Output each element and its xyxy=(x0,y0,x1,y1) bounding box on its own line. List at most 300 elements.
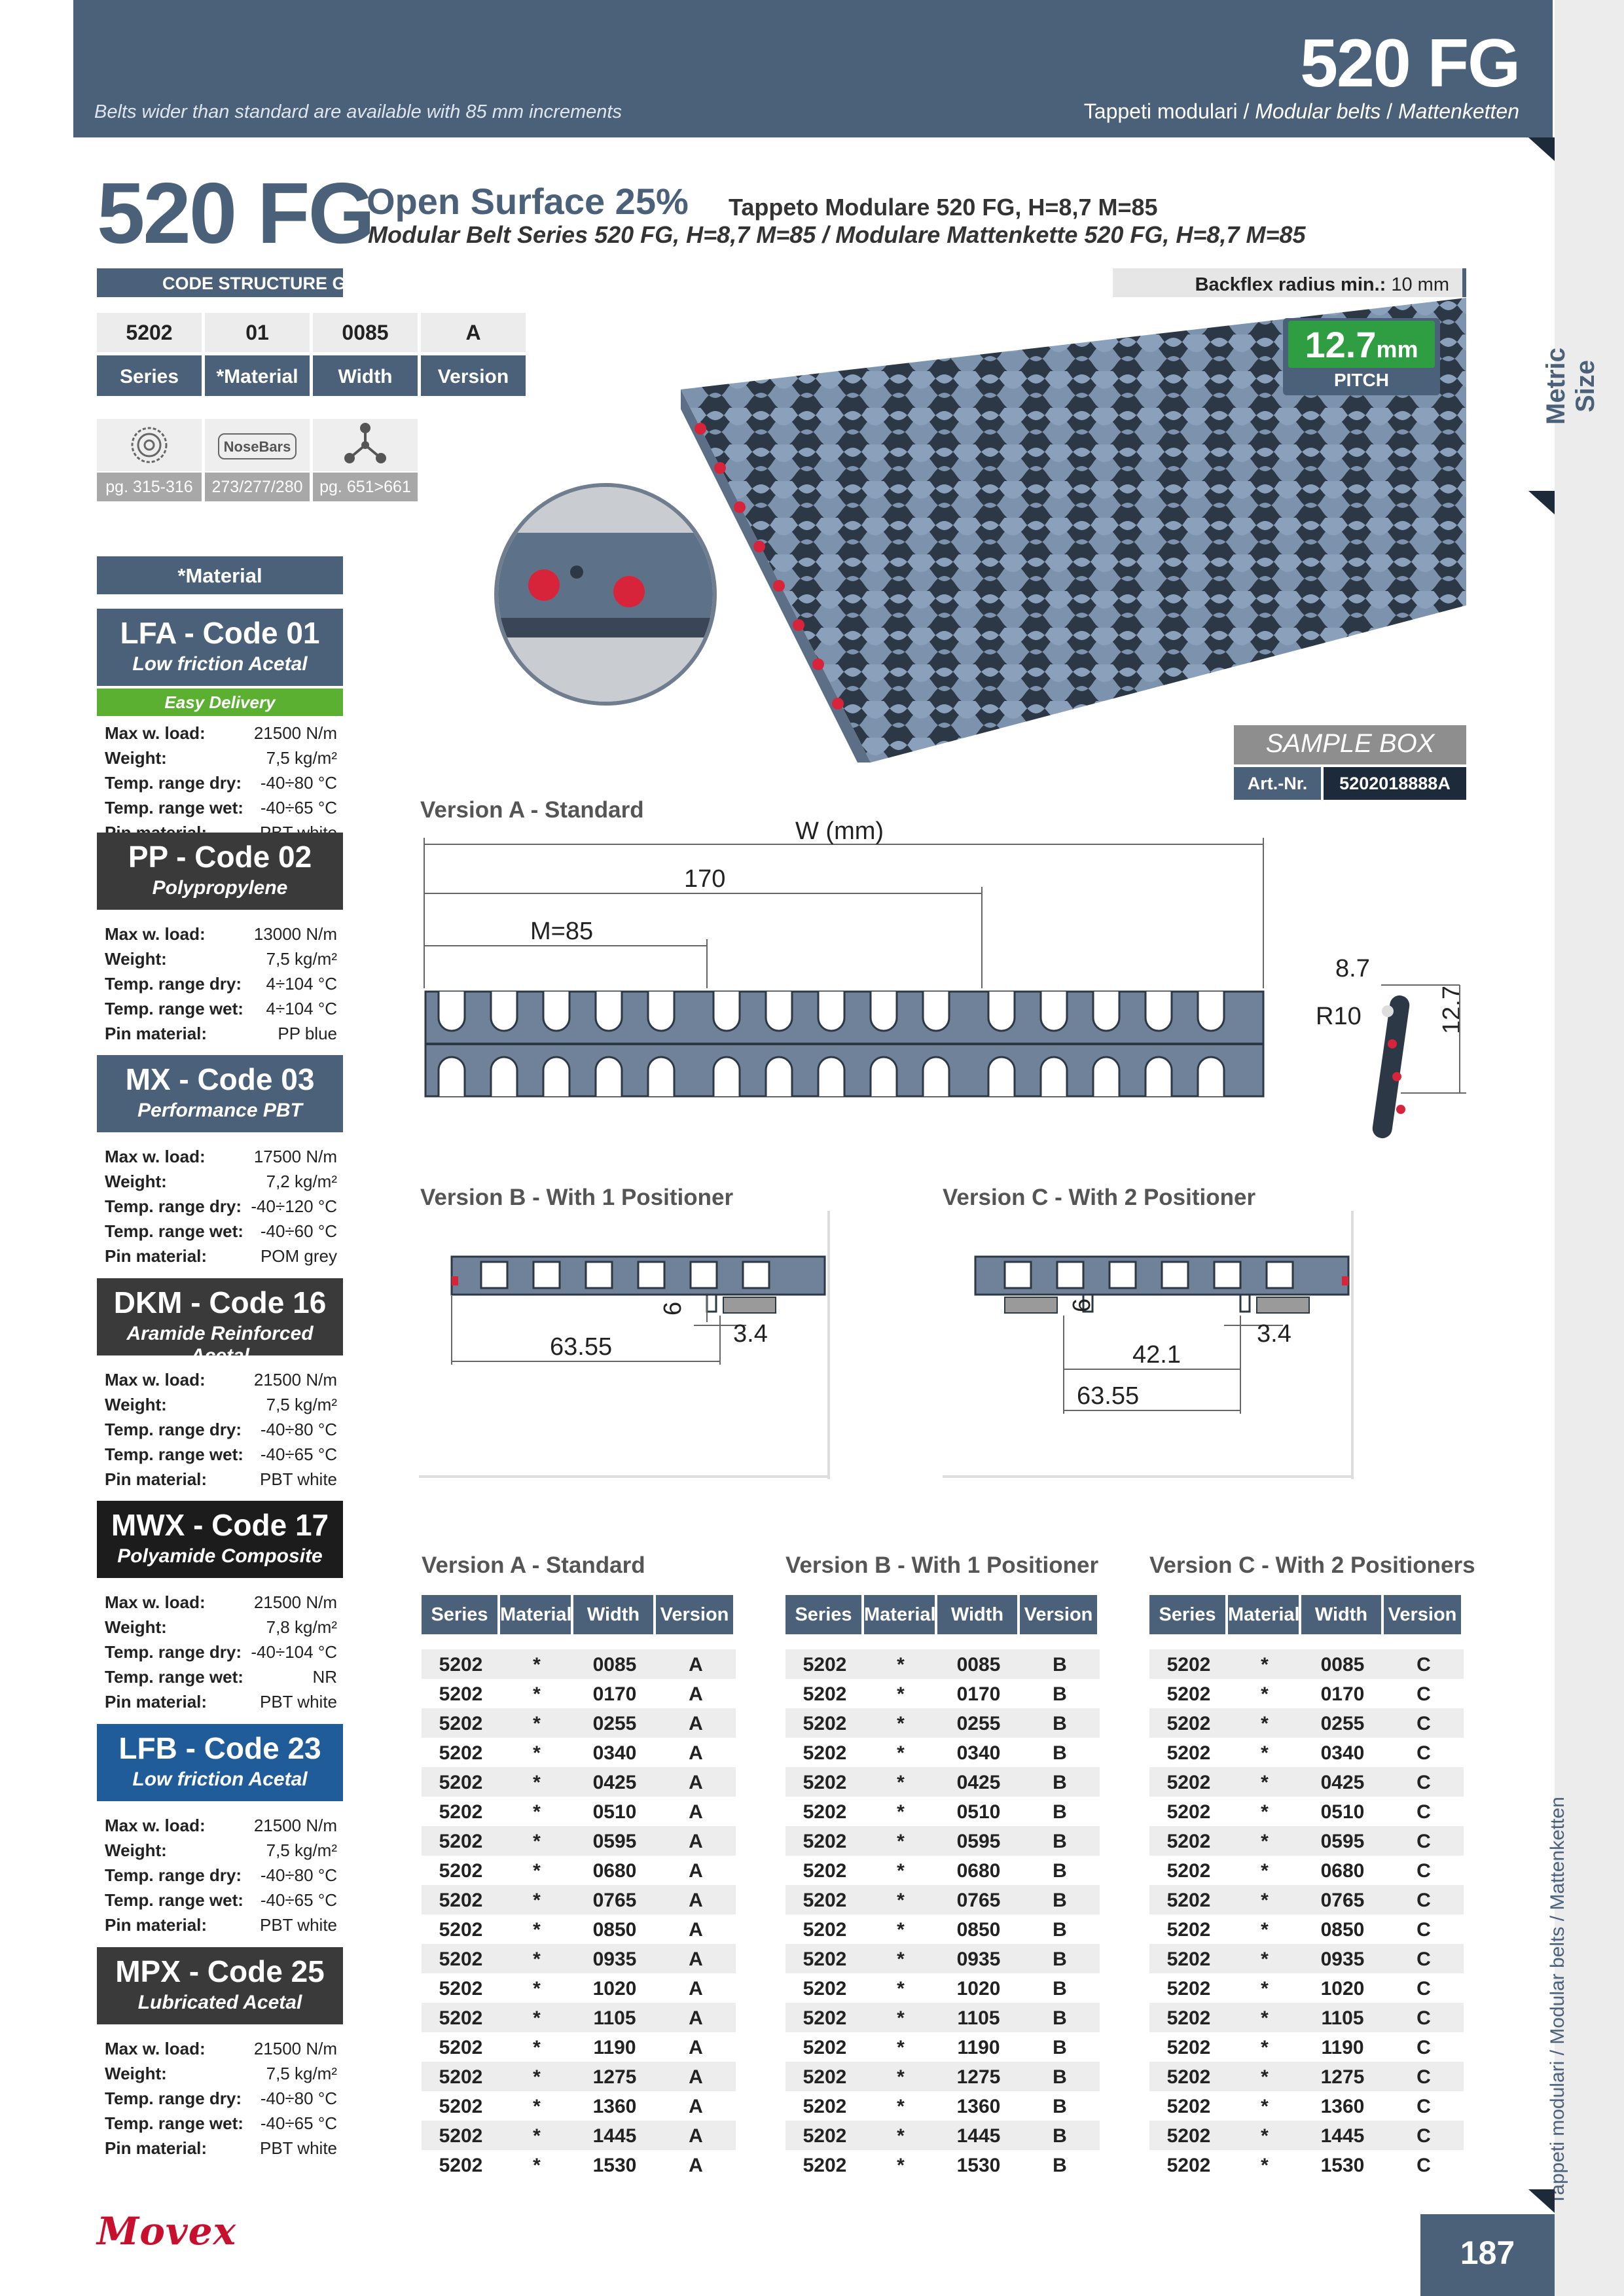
cell-width: 0680 xyxy=(1320,1860,1365,1882)
spec-value: 7,5 kg/m² xyxy=(266,949,337,969)
cell-version: A xyxy=(689,1772,703,1793)
table-row xyxy=(1149,1797,1464,1826)
transfer-icon xyxy=(313,419,418,471)
cell-version: C xyxy=(1416,1948,1431,1970)
cell-material: * xyxy=(897,1683,905,1705)
material-specs xyxy=(105,1592,337,1717)
cell-series: 5202 xyxy=(1166,1890,1211,1911)
metric-corner xyxy=(1528,491,1555,514)
cell-material: * xyxy=(533,1654,541,1676)
cell-version: B xyxy=(1053,2155,1067,2176)
cell-width: 0085 xyxy=(592,1654,637,1676)
cell-version: B xyxy=(1053,1890,1067,1911)
cell-width: 1275 xyxy=(592,2066,637,2088)
spec-key: Max w. load: xyxy=(105,924,206,944)
material-specs xyxy=(105,2039,337,2163)
spec-key: Temp. range wet: xyxy=(105,2113,244,2133)
cell-width: 0340 xyxy=(592,1742,637,1764)
spec-value: PP blue xyxy=(278,1024,337,1043)
table-row xyxy=(422,2032,736,2062)
cell-material: * xyxy=(533,1772,541,1793)
cell-series: 5202 xyxy=(439,2037,483,2058)
cell-series: 5202 xyxy=(439,1831,483,1852)
header-subtitle: Belts wider than standard are available with 85 mm increments xyxy=(94,101,622,122)
cell-width: 1105 xyxy=(1321,2007,1364,2029)
product-title: 520 FG xyxy=(97,165,374,261)
cell-material: * xyxy=(533,1919,541,1941)
material-specs xyxy=(105,1370,337,1494)
cell-version: A xyxy=(689,1742,703,1764)
c-dim-63-55: 63.55 xyxy=(1077,1382,1140,1410)
cell-material: * xyxy=(1261,1772,1269,1793)
table-header-version: Version xyxy=(1384,1595,1461,1634)
article-label: Art.-Nr. xyxy=(1234,767,1321,800)
spec-key: Temp. range dry: xyxy=(105,1642,242,1662)
cell-version: B xyxy=(1053,1919,1067,1941)
cell-series: 5202 xyxy=(1166,1742,1211,1764)
cell-material: * xyxy=(897,2125,905,2147)
dim-r10: R10 xyxy=(1316,1003,1362,1030)
spec-row xyxy=(105,1444,337,1469)
cell-series: 5202 xyxy=(1166,2007,1211,2029)
cell-material: * xyxy=(533,1801,541,1823)
cell-material: * xyxy=(1261,1713,1269,1734)
material-name: LFA - Code 01 xyxy=(120,616,320,650)
table-body xyxy=(422,1649,736,2179)
material-subtitle: Polyamide Composite xyxy=(117,1545,323,1567)
header-tagline: Tappeti modulari / Modular belts / Mattenketten xyxy=(1083,99,1519,123)
cell-width: 0170 xyxy=(1320,1683,1365,1705)
spec-value: PBT white xyxy=(259,1692,337,1712)
spec-value: 7,8 kg/m² xyxy=(266,1617,337,1637)
cell-series: 5202 xyxy=(803,1772,847,1793)
cell-material: * xyxy=(533,1890,541,1911)
table-title-a: Version A - Standard xyxy=(422,1552,645,1578)
spec-row xyxy=(105,2138,337,2163)
table-header-width: Width xyxy=(1301,1595,1381,1634)
cell-width: 0425 xyxy=(1320,1772,1365,1793)
table-row xyxy=(422,1649,736,1679)
b-dim-63-55: 63.55 xyxy=(550,1333,613,1361)
cell-version: B xyxy=(1053,1801,1067,1823)
code-series: 5202 xyxy=(97,313,202,352)
cell-material: * xyxy=(533,1860,541,1882)
table-body xyxy=(785,1649,1100,2179)
table-row xyxy=(1149,2062,1464,2091)
spec-row xyxy=(105,2089,337,2113)
material-specs xyxy=(105,924,337,1049)
cell-version: A xyxy=(689,1948,703,1970)
sample-box: SAMPLE BOX xyxy=(1234,725,1466,764)
cell-width: 0510 xyxy=(1320,1801,1365,1823)
table-row xyxy=(422,1914,736,1944)
table-row xyxy=(785,2091,1100,2121)
code-structure-guide: CODE STRUCTURE GUIDE (Example) xyxy=(97,268,343,297)
cell-version: C xyxy=(1416,1831,1431,1852)
cell-version: B xyxy=(1053,1978,1067,2000)
version-c-heading: Version C - With 2 Positioner xyxy=(943,1185,1256,1210)
materials-header: *Material xyxy=(97,556,343,594)
spec-value: -40÷65 °C xyxy=(260,1890,337,1910)
cell-width: 0680 xyxy=(956,1860,1001,1882)
spec-row xyxy=(105,1865,337,1890)
cell-series: 5202 xyxy=(803,1919,847,1941)
spec-key: Temp. range wet: xyxy=(105,1667,244,1687)
cell-width: 1275 xyxy=(1320,2066,1365,2088)
cell-material: * xyxy=(1261,1948,1269,1970)
table-row xyxy=(785,1826,1100,1856)
cell-width: 1360 xyxy=(1320,2096,1365,2117)
spec-value: 13000 N/m xyxy=(253,924,337,944)
table-row xyxy=(422,1767,736,1797)
cell-width: 0935 xyxy=(1320,1948,1365,1970)
spec-value: -40÷65 °C xyxy=(260,1444,337,1464)
spec-row xyxy=(105,1395,337,1420)
cell-width: 1360 xyxy=(592,2096,637,2117)
dim-8-7: 8.7 xyxy=(1335,955,1370,982)
spec-key: Max w. load: xyxy=(105,1370,206,1390)
cell-series: 5202 xyxy=(439,2125,483,2147)
table-header-series: Series xyxy=(1149,1595,1225,1634)
spec-value: -40÷65 °C xyxy=(260,798,337,817)
cell-width: 0255 xyxy=(592,1713,637,1734)
cell-version: B xyxy=(1053,2125,1067,2147)
cell-series: 5202 xyxy=(803,2125,847,2147)
spec-row xyxy=(105,1642,337,1667)
cell-width: 0765 xyxy=(1320,1890,1365,1911)
cell-version: C xyxy=(1416,1654,1431,1676)
spec-row xyxy=(105,1370,337,1395)
material-subtitle: Aramide Reinforced Acetal xyxy=(126,1323,314,1367)
material-title-6 xyxy=(97,1724,343,1801)
spec-row xyxy=(105,1221,337,1246)
table-body xyxy=(1149,1649,1464,2179)
table-header-version: Version xyxy=(1020,1595,1097,1634)
spec-key: Pin material: xyxy=(105,1915,208,1935)
spec-value: -40÷80 °C xyxy=(260,2089,337,2108)
spec-value: 4÷104 °C xyxy=(266,999,337,1018)
table-row xyxy=(785,1944,1100,1973)
pin-detail-photo xyxy=(494,483,717,706)
table-header-series: Series xyxy=(422,1595,497,1634)
cell-version: A xyxy=(689,1831,703,1852)
spec-key: Temp. range dry: xyxy=(105,2089,242,2108)
spec-key: Pin material: xyxy=(105,1692,208,1712)
code-label-version: Version xyxy=(421,355,526,396)
material-subtitle: Polypropylene xyxy=(152,877,288,899)
footer-corner xyxy=(1528,2189,1555,2213)
code-material: 01 xyxy=(205,313,310,352)
spec-row xyxy=(105,949,337,974)
spec-row xyxy=(105,1692,337,1717)
cell-series: 5202 xyxy=(1166,2125,1211,2147)
cell-version: A xyxy=(689,2007,703,2029)
spec-value: PBT white xyxy=(259,2138,337,2158)
cell-width: 0510 xyxy=(956,1801,1001,1823)
pitch-value: 12.7mm xyxy=(1288,321,1435,368)
table-row xyxy=(422,1885,736,1914)
cell-material: * xyxy=(533,1742,541,1764)
table-row xyxy=(1149,2150,1464,2179)
material-title-3 xyxy=(97,1055,343,1132)
spec-value: 7,5 kg/m² xyxy=(266,1840,337,1860)
cell-width: 1020 xyxy=(1320,1978,1365,2000)
cell-version: B xyxy=(1053,1860,1067,1882)
transfer-caption: pg. 651>661 xyxy=(313,473,418,501)
cell-width: 0850 xyxy=(1320,1919,1365,1941)
b-dim-3-4: 3.4 xyxy=(733,1320,768,1348)
spec-key: Weight: xyxy=(105,1395,167,1414)
spec-key: Max w. load: xyxy=(105,1147,206,1166)
spec-key: Max w. load: xyxy=(105,723,206,743)
table-row xyxy=(785,1856,1100,1885)
spec-value: 7,2 kg/m² xyxy=(266,1172,337,1191)
c-dim-42-1: 42.1 xyxy=(1132,1341,1181,1369)
cell-series: 5202 xyxy=(803,1654,847,1676)
cell-material: * xyxy=(533,2096,541,2117)
spec-row xyxy=(105,974,337,999)
cell-material: * xyxy=(897,1978,905,2000)
sprocket-caption: pg. 315-316 xyxy=(97,473,202,501)
cell-series: 5202 xyxy=(439,1801,483,1823)
cell-series: 5202 xyxy=(1166,1801,1211,1823)
spec-row xyxy=(105,999,337,1024)
cell-series: 5202 xyxy=(439,2096,483,2117)
cell-version: C xyxy=(1416,2007,1431,2029)
table-row xyxy=(785,1797,1100,1826)
table-row xyxy=(1149,1679,1464,1708)
cell-version: C xyxy=(1416,2037,1431,2058)
table-row xyxy=(1149,1944,1464,1973)
version-c-drawing xyxy=(943,1211,1362,1479)
cell-material: * xyxy=(897,1831,905,1852)
cell-series: 5202 xyxy=(803,1713,847,1734)
dim-m85: M=85 xyxy=(530,918,594,945)
cell-material: * xyxy=(533,2155,541,2176)
version-b-drawing xyxy=(419,1211,838,1479)
table-row xyxy=(422,1944,736,1973)
cell-width: 0085 xyxy=(1320,1654,1365,1676)
spec-row xyxy=(105,1469,337,1494)
pitch-label: PITCH xyxy=(1334,370,1389,390)
cell-material: * xyxy=(897,2096,905,2117)
table-row xyxy=(1149,2032,1464,2062)
material-title-4 xyxy=(97,1278,343,1367)
cell-material: * xyxy=(1261,2155,1269,2176)
cell-series: 5202 xyxy=(439,1860,483,1882)
cell-version: C xyxy=(1416,1890,1431,1911)
table-row xyxy=(785,1679,1100,1708)
spec-key: Temp. range dry: xyxy=(105,1865,242,1885)
spec-value: -40÷104 °C xyxy=(251,1642,337,1662)
cell-width: 0085 xyxy=(956,1654,1001,1676)
table-header-version: Version xyxy=(656,1595,733,1634)
cell-version: A xyxy=(689,2155,703,2176)
table-row xyxy=(1149,1973,1464,2003)
cell-version: B xyxy=(1053,2096,1067,2117)
material-subtitle: Performance PBT xyxy=(137,1100,302,1121)
spec-key: Pin material: xyxy=(105,1024,208,1043)
cell-width: 1530 xyxy=(1320,2155,1365,2176)
cell-series: 5202 xyxy=(1166,2155,1211,2176)
cell-material: * xyxy=(1261,1654,1269,1676)
table-row xyxy=(1149,1826,1464,1856)
table-row xyxy=(422,1738,736,1767)
table-row xyxy=(785,2032,1100,2062)
cell-version: A xyxy=(689,1801,703,1823)
table-row xyxy=(422,2150,736,2179)
table-row xyxy=(422,2121,736,2150)
spec-value: 17500 N/m xyxy=(253,1147,337,1166)
spec-value: 21500 N/m xyxy=(253,1370,337,1390)
spec-row xyxy=(105,1890,337,1915)
material-name: PP - Code 02 xyxy=(128,840,312,874)
code-label-series: Series xyxy=(97,355,202,396)
cell-version: C xyxy=(1416,2155,1431,2176)
cell-material: * xyxy=(1261,2096,1269,2117)
material-subtitle: Lubricated Acetal xyxy=(137,1992,302,2013)
cell-series: 5202 xyxy=(439,2066,483,2088)
cell-version: A xyxy=(689,1919,703,1941)
spec-row xyxy=(105,748,337,773)
table-row xyxy=(422,1973,736,2003)
sprocket-icon xyxy=(97,419,202,471)
cell-series: 5202 xyxy=(439,2007,483,2029)
cell-width: 0170 xyxy=(956,1683,1001,1705)
cell-series: 5202 xyxy=(439,2155,483,2176)
spec-value: -40÷80 °C xyxy=(260,1865,337,1885)
table-row xyxy=(1149,1914,1464,1944)
cell-material: * xyxy=(897,1742,905,1764)
description-it: Tappeto Modulare 520 FG, H=8,7 M=85 xyxy=(729,194,1158,221)
cell-width: 0340 xyxy=(956,1742,1001,1764)
cell-version: B xyxy=(1053,2037,1067,2058)
table-row xyxy=(1149,2091,1464,2121)
spec-value: -40÷80 °C xyxy=(260,1420,337,1439)
cell-material: * xyxy=(533,2066,541,2088)
cell-material: * xyxy=(1261,2007,1269,2029)
cell-series: 5202 xyxy=(803,1978,847,2000)
cell-version: B xyxy=(1053,1948,1067,1970)
cell-width: 0765 xyxy=(956,1890,1001,1911)
table-title-b: Version B - With 1 Positioner xyxy=(785,1552,1099,1578)
spec-key: Pin material: xyxy=(105,1246,208,1266)
nosebars-icon xyxy=(205,419,310,471)
cell-series: 5202 xyxy=(439,1890,483,1911)
cell-version: B xyxy=(1053,2007,1067,2029)
spec-key: Max w. load: xyxy=(105,1816,206,1835)
cell-series: 5202 xyxy=(803,1683,847,1705)
cell-material: * xyxy=(897,2007,905,2029)
table-row xyxy=(1149,1708,1464,1738)
cell-series: 5202 xyxy=(1166,1860,1211,1882)
cell-width: 0510 xyxy=(592,1801,637,1823)
header-corner xyxy=(1528,137,1555,161)
material-title-2 xyxy=(97,833,343,910)
spec-row xyxy=(105,924,337,949)
version-a-drawing xyxy=(419,818,1492,1158)
spec-key: Weight: xyxy=(105,748,167,768)
cell-series: 5202 xyxy=(803,2155,847,2176)
cell-material: * xyxy=(533,1948,541,1970)
cell-version: A xyxy=(689,2125,703,2147)
version-a-heading: Version A - Standard xyxy=(420,797,644,823)
cell-material: * xyxy=(1261,2037,1269,2058)
table-header-material: Material xyxy=(864,1595,935,1634)
spec-key: Max w. load: xyxy=(105,1592,206,1612)
table-row xyxy=(785,1738,1100,1767)
cell-version: C xyxy=(1416,1772,1431,1793)
cell-material: * xyxy=(897,2037,905,2058)
cell-material: * xyxy=(897,2155,905,2176)
table-header-width: Width xyxy=(573,1595,653,1634)
cell-width: 0255 xyxy=(1320,1713,1365,1734)
cell-series: 5202 xyxy=(803,1742,847,1764)
material-subtitle: Low friction Acetal xyxy=(132,1768,308,1790)
spec-row xyxy=(105,1147,337,1172)
cell-version: A xyxy=(689,1860,703,1882)
table-row xyxy=(1149,1856,1464,1885)
cell-width: 1445 xyxy=(592,2125,637,2147)
cell-width: 1530 xyxy=(956,2155,1001,2176)
spec-key: Pin material: xyxy=(105,1469,208,1489)
spec-value: NR xyxy=(312,1667,337,1687)
spec-row xyxy=(105,2064,337,2089)
spec-value: 7,5 kg/m² xyxy=(266,1395,337,1414)
cell-version: C xyxy=(1416,1860,1431,1882)
spec-key: Temp. range wet: xyxy=(105,1221,244,1241)
table-row xyxy=(1149,2121,1464,2150)
cell-material: * xyxy=(1261,1801,1269,1823)
cell-version: C xyxy=(1416,1713,1431,1734)
cell-width: 1445 xyxy=(956,2125,1001,2147)
cell-width: 0680 xyxy=(592,1860,637,1882)
cell-version: B xyxy=(1053,1683,1067,1705)
spec-value: -40÷80 °C xyxy=(260,773,337,793)
side-tagline: Tappeti modulari / Modular belts / Mattenketten xyxy=(1547,1797,1568,2205)
cell-width: 0935 xyxy=(956,1948,1001,1970)
cell-material: * xyxy=(897,1919,905,1941)
cell-material: * xyxy=(897,1890,905,1911)
material-name: MWX - Code 17 xyxy=(111,1508,329,1542)
table-row xyxy=(785,2121,1100,2150)
spec-row xyxy=(105,1420,337,1444)
spec-key: Weight: xyxy=(105,949,167,969)
spec-row xyxy=(105,1816,337,1840)
cell-version: C xyxy=(1416,2066,1431,2088)
page-number: 187 xyxy=(1420,2214,1555,2296)
spec-row xyxy=(105,1024,337,1049)
table-header-material: Material xyxy=(1228,1595,1299,1634)
cell-version: B xyxy=(1053,2066,1067,2088)
cell-series: 5202 xyxy=(439,1978,483,2000)
cell-material: * xyxy=(897,1654,905,1676)
material-name: MX - Code 03 xyxy=(125,1062,315,1096)
cell-series: 5202 xyxy=(1166,1831,1211,1852)
cell-series: 5202 xyxy=(803,1860,847,1882)
spec-value: 21500 N/m xyxy=(253,2039,337,2058)
cell-width: 1020 xyxy=(956,1978,1001,2000)
cell-width: 1275 xyxy=(956,2066,1001,2088)
table-row xyxy=(785,1914,1100,1944)
material-title-1 xyxy=(97,609,343,686)
nosebars-caption: 273/277/280 xyxy=(205,473,310,501)
table-row xyxy=(422,1708,736,1738)
spec-row xyxy=(105,1592,337,1617)
cell-material: * xyxy=(897,1801,905,1823)
cell-material: * xyxy=(1261,1860,1269,1882)
spec-row xyxy=(105,1667,337,1692)
